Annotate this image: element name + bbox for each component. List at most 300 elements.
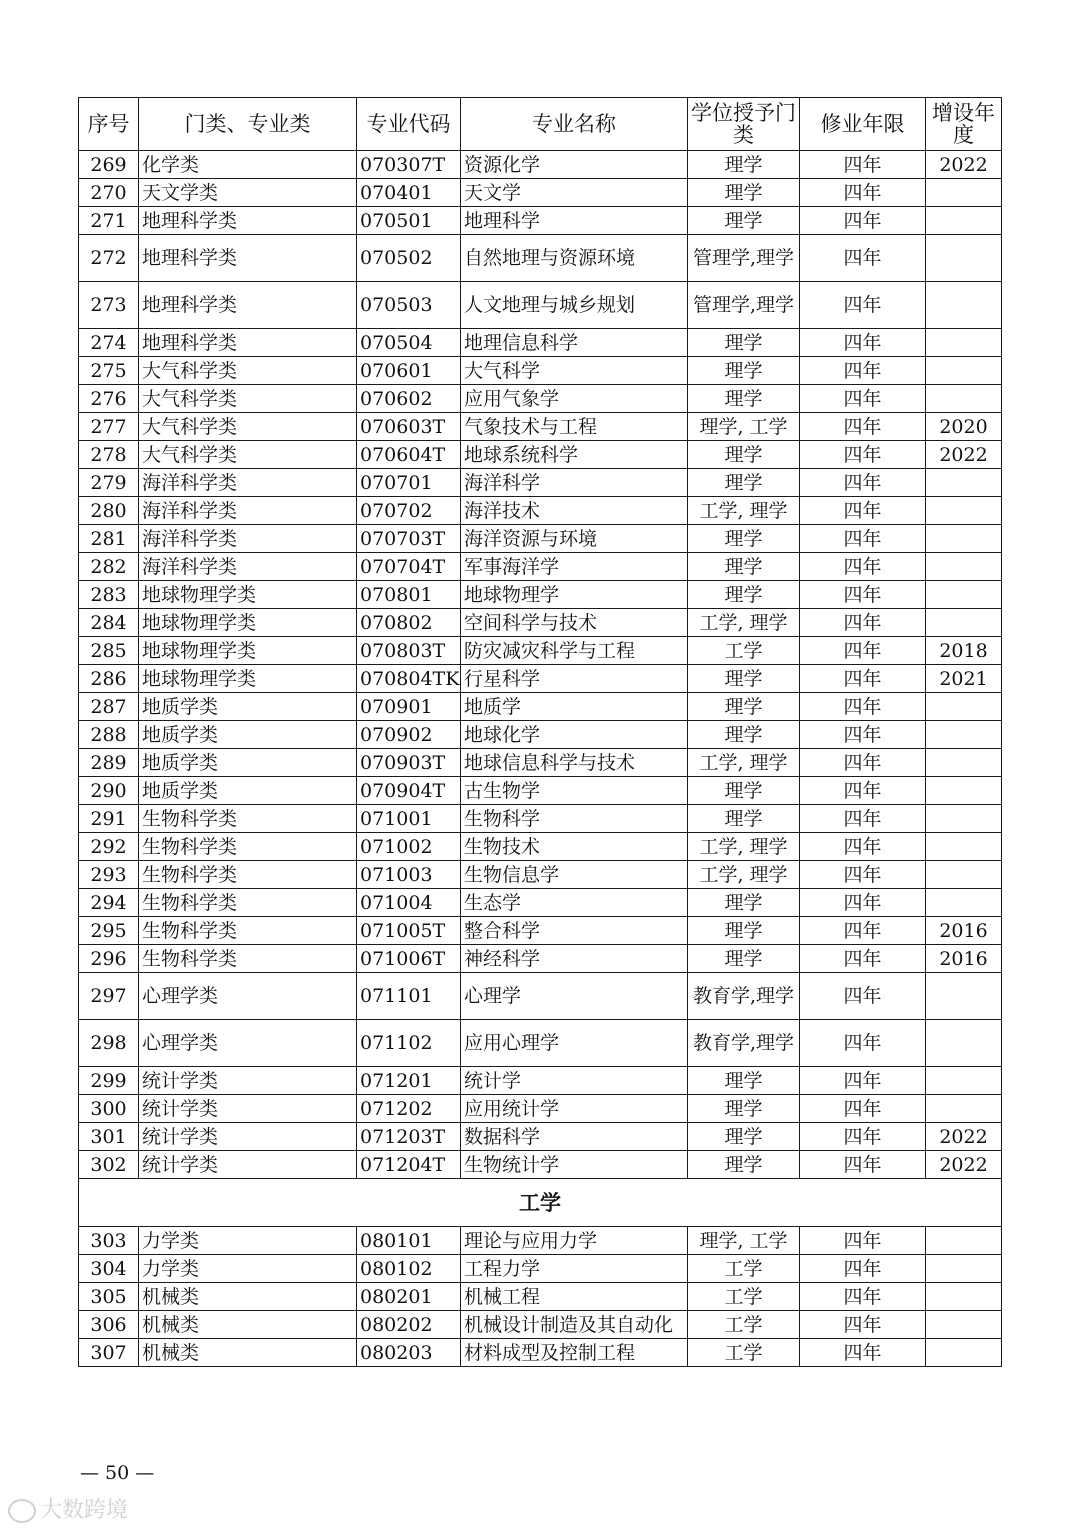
cell-category: 生物科学类	[139, 945, 357, 973]
cell-seq: 307	[79, 1339, 139, 1367]
cell-name: 古生物学	[461, 777, 688, 805]
table-row	[79, 973, 1002, 1020]
cell-seq: 287	[79, 693, 139, 721]
cell-seq: 293	[79, 861, 139, 889]
table-row	[79, 749, 1002, 777]
table-row	[79, 889, 1002, 917]
cell-degree: 理学	[688, 945, 800, 973]
cell-year	[926, 357, 1002, 385]
cell-duration: 四年	[800, 1283, 926, 1311]
cell-year	[926, 1311, 1002, 1339]
cell-duration: 四年	[800, 1123, 926, 1151]
cell-name: 天文学	[461, 179, 688, 207]
cell-degree: 工学, 理学	[688, 749, 800, 777]
table-row	[79, 151, 1002, 179]
cell-name: 应用气象学	[461, 385, 688, 413]
cell-category: 地理科学类	[139, 207, 357, 235]
cell-name: 气象技术与工程	[461, 413, 688, 441]
cell-year	[926, 777, 1002, 805]
cell-category: 统计学类	[139, 1095, 357, 1123]
cell-name: 应用心理学	[461, 1020, 688, 1067]
section-label: 工学	[79, 1179, 1002, 1227]
table-row	[79, 693, 1002, 721]
cell-category: 地理科学类	[139, 235, 357, 282]
cell-duration: 四年	[800, 581, 926, 609]
table-row	[79, 1339, 1002, 1367]
cell-category: 生物科学类	[139, 889, 357, 917]
cell-category: 力学类	[139, 1255, 357, 1283]
table-row	[79, 1283, 1002, 1311]
cell-degree: 工学	[688, 1255, 800, 1283]
cell-code: 071202	[357, 1095, 461, 1123]
cell-degree: 理学	[688, 469, 800, 497]
cell-name: 心理学	[461, 973, 688, 1020]
cell-name: 数据科学	[461, 1123, 688, 1151]
cell-duration: 四年	[800, 805, 926, 833]
cell-name: 生物技术	[461, 833, 688, 861]
cell-seq: 303	[79, 1227, 139, 1255]
cell-duration: 四年	[800, 329, 926, 357]
cell-category: 地质学类	[139, 693, 357, 721]
table-row	[79, 441, 1002, 469]
cell-duration: 四年	[800, 469, 926, 497]
cell-duration: 四年	[800, 235, 926, 282]
cell-code: 071203T	[357, 1123, 461, 1151]
cell-code: 070804TK	[357, 665, 461, 693]
cell-code: 070902	[357, 721, 461, 749]
cell-duration: 四年	[800, 1067, 926, 1095]
cell-duration: 四年	[800, 777, 926, 805]
cell-code: 071005T	[357, 917, 461, 945]
cell-seq: 274	[79, 329, 139, 357]
cell-degree: 理学	[688, 917, 800, 945]
cell-duration: 四年	[800, 385, 926, 413]
table-row	[79, 329, 1002, 357]
cell-category: 大气科学类	[139, 357, 357, 385]
cell-category: 大气科学类	[139, 385, 357, 413]
cell-category: 心理学类	[139, 1020, 357, 1067]
cell-code: 071204T	[357, 1151, 461, 1179]
cell-year: 2022	[926, 151, 1002, 179]
header-code: 专业代码	[357, 98, 461, 151]
table-row	[79, 721, 1002, 749]
cell-name: 理论与应用力学	[461, 1227, 688, 1255]
cell-seq: 299	[79, 1067, 139, 1095]
table-row	[79, 637, 1002, 665]
table-row	[79, 777, 1002, 805]
cell-code: 070801	[357, 581, 461, 609]
cell-seq: 302	[79, 1151, 139, 1179]
cell-seq: 283	[79, 581, 139, 609]
table-row	[79, 861, 1002, 889]
cell-duration: 四年	[800, 179, 926, 207]
cell-degree: 理学	[688, 1123, 800, 1151]
cell-duration: 四年	[800, 917, 926, 945]
cell-category: 海洋科学类	[139, 469, 357, 497]
table-row	[79, 525, 1002, 553]
cell-year: 2021	[926, 665, 1002, 693]
cell-category: 地理科学类	[139, 329, 357, 357]
cell-duration: 四年	[800, 151, 926, 179]
header-category: 门类、专业类	[139, 98, 357, 151]
cell-seq: 304	[79, 1255, 139, 1283]
cell-name: 统计学	[461, 1067, 688, 1095]
cell-year	[926, 973, 1002, 1020]
cell-duration: 四年	[800, 1020, 926, 1067]
cell-name: 生态学	[461, 889, 688, 917]
cell-degree: 理学	[688, 357, 800, 385]
cell-degree: 管理学,理学	[688, 282, 800, 329]
table-row	[79, 1311, 1002, 1339]
cell-category: 统计学类	[139, 1151, 357, 1179]
cell-category: 地球物理学类	[139, 581, 357, 609]
cell-degree: 理学	[688, 1151, 800, 1179]
cell-name: 地球化学	[461, 721, 688, 749]
cell-category: 海洋科学类	[139, 497, 357, 525]
cell-seq: 286	[79, 665, 139, 693]
cell-duration: 四年	[800, 1227, 926, 1255]
cell-degree: 理学	[688, 889, 800, 917]
cell-category: 大气科学类	[139, 441, 357, 469]
cell-degree: 理学	[688, 1095, 800, 1123]
table-row	[79, 1095, 1002, 1123]
cell-seq: 300	[79, 1095, 139, 1123]
cell-duration: 四年	[800, 1151, 926, 1179]
cell-seq: 292	[79, 833, 139, 861]
cell-seq: 291	[79, 805, 139, 833]
cell-name: 机械工程	[461, 1283, 688, 1311]
cell-seq: 278	[79, 441, 139, 469]
cell-seq: 273	[79, 282, 139, 329]
cell-code: 070901	[357, 693, 461, 721]
table-row	[79, 553, 1002, 581]
cell-year	[926, 179, 1002, 207]
cell-seq: 272	[79, 235, 139, 282]
cell-code: 070704T	[357, 553, 461, 581]
cell-name: 海洋科学	[461, 469, 688, 497]
cell-category: 统计学类	[139, 1123, 357, 1151]
cell-code: 070501	[357, 207, 461, 235]
cell-seq: 296	[79, 945, 139, 973]
cell-category: 海洋科学类	[139, 525, 357, 553]
cell-category: 大气科学类	[139, 413, 357, 441]
cell-degree: 理学	[688, 207, 800, 235]
cell-name: 地质学	[461, 693, 688, 721]
cell-name: 军事海洋学	[461, 553, 688, 581]
cell-seq: 281	[79, 525, 139, 553]
cell-name: 应用统计学	[461, 1095, 688, 1123]
cell-duration: 四年	[800, 973, 926, 1020]
cell-degree: 理学	[688, 693, 800, 721]
table-header-row	[79, 98, 1002, 151]
cell-degree: 工学	[688, 1339, 800, 1367]
cell-seq: 285	[79, 637, 139, 665]
cell-name: 整合科学	[461, 917, 688, 945]
cell-code: 070702	[357, 497, 461, 525]
cell-duration: 四年	[800, 749, 926, 777]
cell-degree: 工学	[688, 1311, 800, 1339]
cell-duration: 四年	[800, 1095, 926, 1123]
cell-name: 大气科学	[461, 357, 688, 385]
cell-code: 070307T	[357, 151, 461, 179]
cell-year: 2022	[926, 441, 1002, 469]
cell-code: 071006T	[357, 945, 461, 973]
cell-code: 070503	[357, 282, 461, 329]
header-degree: 学位授予门类	[688, 98, 800, 151]
table-row	[79, 1020, 1002, 1067]
cell-code: 071004	[357, 889, 461, 917]
cell-degree: 理学	[688, 581, 800, 609]
table-row	[79, 1123, 1002, 1151]
page-number: — 50 —	[80, 1462, 155, 1484]
cell-category: 天文学类	[139, 179, 357, 207]
cell-name: 地球系统科学	[461, 441, 688, 469]
cell-duration: 四年	[800, 207, 926, 235]
cell-year	[926, 861, 1002, 889]
cell-code: 071201	[357, 1067, 461, 1095]
cell-category: 统计学类	[139, 1067, 357, 1095]
cell-category: 化学类	[139, 151, 357, 179]
cell-year: 2016	[926, 945, 1002, 973]
cell-year	[926, 469, 1002, 497]
cell-degree: 理学	[688, 441, 800, 469]
cell-category: 海洋科学类	[139, 553, 357, 581]
table-row	[79, 1255, 1002, 1283]
cell-year	[926, 1283, 1002, 1311]
cell-seq: 275	[79, 357, 139, 385]
cell-duration: 四年	[800, 497, 926, 525]
cell-seq: 282	[79, 553, 139, 581]
cell-code: 070602	[357, 385, 461, 413]
table-row	[79, 1151, 1002, 1179]
cell-code: 070401	[357, 179, 461, 207]
cell-name: 生物统计学	[461, 1151, 688, 1179]
cell-category: 生物科学类	[139, 833, 357, 861]
cell-year	[926, 282, 1002, 329]
cell-year	[926, 609, 1002, 637]
cell-name: 空间科学与技术	[461, 609, 688, 637]
cell-year: 2016	[926, 917, 1002, 945]
cell-category: 生物科学类	[139, 917, 357, 945]
cell-seq: 279	[79, 469, 139, 497]
cell-code: 080201	[357, 1283, 461, 1311]
cell-seq: 295	[79, 917, 139, 945]
cell-code: 080202	[357, 1311, 461, 1339]
cell-duration: 四年	[800, 693, 926, 721]
cell-degree: 理学	[688, 777, 800, 805]
cell-year	[926, 749, 1002, 777]
table-row	[79, 833, 1002, 861]
cell-code: 080102	[357, 1255, 461, 1283]
cell-code: 070604T	[357, 441, 461, 469]
cell-code: 071102	[357, 1020, 461, 1067]
cell-name: 机械设计制造及其自动化	[461, 1311, 688, 1339]
header-duration: 修业年限	[800, 98, 926, 151]
table-row	[79, 609, 1002, 637]
cell-code: 070803T	[357, 637, 461, 665]
cell-year	[926, 235, 1002, 282]
cell-category: 地球物理学类	[139, 637, 357, 665]
cell-year: 2018	[926, 637, 1002, 665]
cell-duration: 四年	[800, 1339, 926, 1367]
cell-duration: 四年	[800, 889, 926, 917]
cell-year	[926, 1255, 1002, 1283]
cell-year	[926, 525, 1002, 553]
cell-duration: 四年	[800, 1255, 926, 1283]
table-row	[79, 665, 1002, 693]
cell-duration: 四年	[800, 637, 926, 665]
cell-code: 070703T	[357, 525, 461, 553]
cell-seq: 277	[79, 413, 139, 441]
header-name: 专业名称	[461, 98, 688, 151]
table-row	[79, 945, 1002, 973]
cell-category: 机械类	[139, 1311, 357, 1339]
header-seq: 序号	[79, 98, 139, 151]
cell-name: 资源化学	[461, 151, 688, 179]
cell-duration: 四年	[800, 1311, 926, 1339]
cell-category: 地质学类	[139, 777, 357, 805]
cell-name: 人文地理与城乡规划	[461, 282, 688, 329]
cell-seq: 301	[79, 1123, 139, 1151]
cell-category: 力学类	[139, 1227, 357, 1255]
cell-code: 071001	[357, 805, 461, 833]
cell-year	[926, 1095, 1002, 1123]
cell-name: 自然地理与资源环境	[461, 235, 688, 282]
cell-degree: 工学, 理学	[688, 497, 800, 525]
cell-degree: 理学	[688, 553, 800, 581]
header-year: 增设年度	[926, 98, 1002, 151]
cell-name: 海洋技术	[461, 497, 688, 525]
cell-code: 070601	[357, 357, 461, 385]
cell-year	[926, 329, 1002, 357]
table-row	[79, 207, 1002, 235]
cell-category: 地质学类	[139, 721, 357, 749]
cell-degree: 理学	[688, 179, 800, 207]
cell-category: 机械类	[139, 1339, 357, 1367]
cell-year	[926, 1227, 1002, 1255]
cell-year	[926, 1020, 1002, 1067]
majors-table	[78, 97, 1002, 1367]
cell-name: 海洋资源与环境	[461, 525, 688, 553]
cell-degree: 工学	[688, 637, 800, 665]
cell-seq: 276	[79, 385, 139, 413]
cell-degree: 理学	[688, 665, 800, 693]
cell-code: 070603T	[357, 413, 461, 441]
cell-degree: 理学	[688, 805, 800, 833]
table-row	[79, 282, 1002, 329]
cell-degree: 管理学,理学	[688, 235, 800, 282]
cell-code: 070904T	[357, 777, 461, 805]
cell-seq: 289	[79, 749, 139, 777]
cell-degree: 理学	[688, 1067, 800, 1095]
cell-code: 080101	[357, 1227, 461, 1255]
cell-code: 071002	[357, 833, 461, 861]
cell-name: 生物信息学	[461, 861, 688, 889]
cell-degree: 教育学,理学	[688, 973, 800, 1020]
cell-seq: 306	[79, 1311, 139, 1339]
cell-category: 地质学类	[139, 749, 357, 777]
cell-seq: 294	[79, 889, 139, 917]
cell-seq: 271	[79, 207, 139, 235]
table-row	[79, 581, 1002, 609]
cell-degree: 教育学,理学	[688, 1020, 800, 1067]
table-row	[79, 179, 1002, 207]
cell-code: 071101	[357, 973, 461, 1020]
cell-code: 080203	[357, 1339, 461, 1367]
cell-name: 神经科学	[461, 945, 688, 973]
cell-year: 2022	[926, 1123, 1002, 1151]
cell-year	[926, 833, 1002, 861]
cell-degree: 理学	[688, 525, 800, 553]
cell-duration: 四年	[800, 413, 926, 441]
cell-category: 生物科学类	[139, 861, 357, 889]
table-row	[79, 805, 1002, 833]
cell-year	[926, 385, 1002, 413]
cell-category: 地球物理学类	[139, 609, 357, 637]
cell-duration: 四年	[800, 282, 926, 329]
cell-code: 070903T	[357, 749, 461, 777]
cell-duration: 四年	[800, 861, 926, 889]
cell-year: 2020	[926, 413, 1002, 441]
table-row	[79, 413, 1002, 441]
cell-degree: 理学, 工学	[688, 1227, 800, 1255]
cell-category: 机械类	[139, 1283, 357, 1311]
cell-degree: 工学, 理学	[688, 833, 800, 861]
watermark-logo-icon	[8, 1499, 36, 1523]
cell-seq: 269	[79, 151, 139, 179]
cell-name: 防灾减灾科学与工程	[461, 637, 688, 665]
cell-duration: 四年	[800, 609, 926, 637]
cell-year	[926, 889, 1002, 917]
cell-duration: 四年	[800, 665, 926, 693]
cell-name: 工程力学	[461, 1255, 688, 1283]
cell-duration: 四年	[800, 441, 926, 469]
cell-duration: 四年	[800, 945, 926, 973]
cell-year	[926, 207, 1002, 235]
cell-duration: 四年	[800, 553, 926, 581]
cell-year	[926, 497, 1002, 525]
cell-name: 地理信息科学	[461, 329, 688, 357]
cell-category: 生物科学类	[139, 805, 357, 833]
cell-degree: 工学, 理学	[688, 609, 800, 637]
cell-degree: 工学	[688, 1283, 800, 1311]
table-row	[79, 1067, 1002, 1095]
cell-name: 地理科学	[461, 207, 688, 235]
cell-duration: 四年	[800, 833, 926, 861]
table-row	[79, 1227, 1002, 1255]
cell-seq: 298	[79, 1020, 139, 1067]
cell-name: 行星科学	[461, 665, 688, 693]
table-row	[79, 917, 1002, 945]
cell-code: 070802	[357, 609, 461, 637]
cell-year	[926, 721, 1002, 749]
watermark-text: 大数跨境	[40, 1498, 129, 1523]
cell-year: 2022	[926, 1151, 1002, 1179]
cell-category: 心理学类	[139, 973, 357, 1020]
cell-code: 071003	[357, 861, 461, 889]
table-row	[79, 235, 1002, 282]
cell-seq: 297	[79, 973, 139, 1020]
cell-category: 地理科学类	[139, 282, 357, 329]
cell-degree: 工学, 理学	[688, 861, 800, 889]
table-row	[79, 497, 1002, 525]
cell-code: 070701	[357, 469, 461, 497]
cell-duration: 四年	[800, 357, 926, 385]
cell-seq: 288	[79, 721, 139, 749]
cell-category: 地球物理学类	[139, 665, 357, 693]
cell-seq: 280	[79, 497, 139, 525]
cell-year	[926, 1339, 1002, 1367]
